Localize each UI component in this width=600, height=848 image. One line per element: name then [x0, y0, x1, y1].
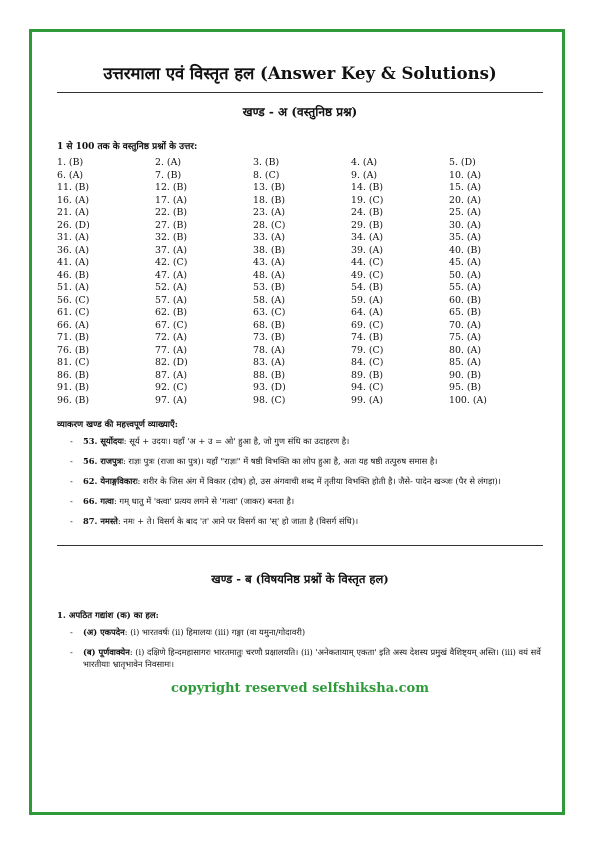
answer-item: 55. (A): [449, 282, 481, 293]
explanation-item-term: 66. गत्वा: [83, 496, 114, 506]
section-divider: [57, 545, 543, 546]
explanation-item-text: : राज्ञः पुत्रः (राजा का पुत्र)। यहाँ "राज्ञः" में षष्ठी विभक्ति का लोप हुआ है, अतः यह षष्ठी तत्पुरुष समास है।: [123, 456, 438, 466]
explanation-item-term: 62. येनाङ्गविकारः: [83, 476, 138, 486]
answer-item: 22. (B): [155, 207, 188, 218]
solution-item-term: (अ) एकपदेन: [83, 627, 125, 637]
answer-item: 64. (A): [351, 307, 383, 318]
answer-item: 24. (B): [351, 207, 384, 218]
q1-solution-list: [57, 626, 543, 670]
answer-item: 93. (D): [253, 382, 286, 393]
answer-item: 74. (B): [351, 332, 384, 343]
answer-item: 81. (C): [57, 357, 90, 368]
answer-item: 44. (C): [351, 257, 384, 268]
solution-item: [57, 646, 543, 670]
explanation-item-term: 56. राजपुत्रः: [83, 456, 123, 466]
answer-item: 37. (A): [155, 244, 187, 256]
answer-item: 87. (A): [155, 369, 187, 381]
answer-item: 36. (A): [57, 244, 89, 256]
answer-item: 46. (B): [57, 269, 90, 281]
document-content: [57, 62, 543, 698]
answer-item: 23. (A): [253, 207, 285, 218]
explanation-item-text: : नमः + ते। विसर्ग के बाद 'त' आने पर विसर्ग का 'स्' हो जाता है (विसर्ग संधि)।: [117, 516, 359, 526]
answer-item: 76. (B): [57, 344, 90, 356]
answer-item: 67. (C): [155, 319, 188, 331]
explanation-item: [57, 495, 543, 507]
copyright-notice: copyright reserved selfshiksha.com: [171, 681, 429, 696]
explanation-item-text: : सूर्य + उदयः। यहाँ 'अ + उ = ओ' हुआ है, जो गुण संधि का उदाहरण है।: [123, 436, 350, 446]
answer-item: 68. (B): [253, 319, 286, 331]
answer-item: 15. (A): [449, 182, 481, 193]
answer-item: 88. (B): [253, 369, 286, 381]
answer-item: 7. (B): [155, 169, 182, 181]
answer-item: 40. (B): [449, 244, 482, 256]
answer-item: 35. (A): [449, 232, 481, 243]
explanation-item: [57, 515, 543, 527]
answer-item: 16. (A): [57, 194, 89, 206]
explanation-item: [57, 475, 543, 487]
answer-item: 38. (B): [253, 244, 286, 256]
solution-item-term: (ब) पूर्णवाक्येन: [83, 647, 130, 657]
answer-item: 52. (A): [155, 282, 187, 293]
answer-item: 31. (A): [57, 232, 89, 243]
answer-item: 12. (B): [155, 182, 188, 193]
answer-item: 56. (C): [57, 294, 90, 306]
answer-item: 99. (A): [351, 394, 383, 406]
answer-item: 51. (A): [57, 282, 89, 293]
answer-item: 91. (B): [57, 382, 90, 393]
answer-item: 86. (B): [57, 369, 90, 381]
answer-item: 53. (B): [253, 282, 286, 293]
answer-item: 14. (B): [351, 182, 384, 193]
answer-item: 42. (C): [155, 257, 188, 268]
answer-item: 41. (A): [57, 257, 89, 268]
answer-item: 30. (A): [449, 219, 481, 231]
explanation-item-text: : शरीर के जिस अंग में विकार (दोष) हो, उस अंगवाची शब्द में तृतीया विभक्ति होती है। जैसे- पादेन खञ्जः (पैर से लंगड़ा)।: [137, 476, 501, 486]
answer-item: 77. (A): [155, 344, 187, 356]
answer-item: 97. (A): [155, 394, 187, 406]
explanations-heading: व्याकरण खण्ड की महत्त्वपूर्ण व्याख्याएँ:: [57, 420, 178, 430]
answer-item: 96. (B): [57, 394, 90, 406]
answer-item: 20. (A): [449, 194, 481, 206]
answer-item: 100. (A): [449, 394, 487, 406]
answer-item: 89. (B): [351, 369, 384, 381]
answer-item: 27. (B): [155, 219, 188, 231]
answer-item: 65. (B): [449, 307, 482, 318]
explanation-item-text: : गम् धातु में 'क्त्वा' प्रत्यय लगने से 'गत्वा' (जाकर) बनता है।: [113, 496, 295, 506]
answer-item: 48. (A): [253, 269, 285, 281]
answer-item: 2. (A): [155, 157, 182, 168]
explanations-list: [57, 435, 543, 527]
answer-item: 73. (B): [253, 332, 286, 343]
q1-heading: 1. अपठित गद्यांश (क) का हल:: [57, 611, 159, 621]
answer-item: 19. (C): [351, 194, 384, 206]
answer-item: 29. (B): [351, 219, 384, 231]
answer-item: 39. (A): [351, 244, 383, 256]
title-divider: [57, 92, 543, 93]
section-a-heading: खण्ड - अ (वस्तुनिष्ठ प्रश्न): [242, 105, 358, 119]
answer-item: 6. (A): [57, 169, 84, 181]
answer-item: 75. (A): [449, 332, 481, 343]
answer-item: 84. (C): [351, 357, 384, 368]
answer-item: 45. (A): [449, 257, 481, 268]
solution-item-text: : (i) भारतवर्षः (ii) हिमालयः (iii) गङ्गा (वा यमुना/गोदावरी): [124, 627, 306, 637]
answer-item: 94. (C): [351, 382, 384, 393]
answer-item: 54. (B): [351, 282, 384, 293]
solution-item: [57, 626, 543, 638]
answer-item: 9. (A): [351, 169, 378, 181]
answer-item: 71. (B): [57, 332, 90, 343]
answer-item: 26. (D): [57, 219, 90, 231]
answer-item: 83. (A): [253, 357, 285, 368]
answer-item: 58. (A): [253, 294, 285, 306]
answer-item: 60. (B): [449, 294, 482, 306]
answer-item: 61. (C): [57, 307, 90, 318]
answer-item: 95. (B): [449, 382, 482, 393]
page-title: उत्तरमाला एवं विस्तृत हल (Answer Key & Solutions): [103, 64, 497, 83]
section-b-heading: खण्ड - ब (विषयनिष्ठ प्रश्नों के विस्तृत हल): [211, 572, 389, 586]
answer-item: 72. (A): [155, 332, 187, 343]
answer-item: 34. (A): [351, 232, 383, 243]
answer-item: 63. (C): [253, 307, 286, 318]
explanation-item-term: 53. सूर्योदयः: [83, 436, 124, 446]
answer-item: 62. (B): [155, 307, 188, 318]
answer-item: 66. (A): [57, 319, 89, 331]
explanation-item-term: 87. नमस्ते: [83, 516, 118, 526]
answer-item: 79. (C): [351, 344, 384, 356]
answer-item: 85. (A): [449, 357, 481, 368]
answer-item: 57. (A): [155, 294, 187, 306]
answer-item: 98. (C): [253, 394, 286, 406]
answer-item: 59. (A): [351, 294, 383, 306]
answer-item: 10. (A): [449, 169, 481, 181]
answer-item: 17. (A): [155, 194, 187, 206]
answer-item: 50. (A): [449, 269, 481, 281]
answer-item: 5. (D): [449, 157, 476, 168]
answer-item: 78. (A): [253, 344, 285, 356]
answer-item: 1. (B): [57, 157, 84, 168]
answers-heading: 1 से 100 तक के वस्तुनिष्ठ प्रश्नों के उत्तर:: [57, 142, 198, 152]
explanation-item: [57, 435, 543, 447]
answer-item: 32. (B): [155, 232, 188, 243]
answer-item: 25. (A): [449, 207, 481, 218]
answer-item: 69. (C): [351, 319, 384, 331]
answer-item: 80. (A): [449, 344, 481, 356]
solution-item-text: : (i) दक्षिणे हिन्दमहासागरः भारतमातुः चरणौ प्रक्षालयति। (ii) 'अनेकतायाम् एकता' इति अस्य देशस्य प्रमुखं वैशिष्ट्यम् अस्ति। (iii) वयं सर्वे भारतीयाः भ्रातृभावेन निवसामः।: [83, 647, 541, 669]
answer-item: 28. (C): [253, 219, 286, 231]
answer-item: 43. (A): [253, 257, 285, 268]
answer-item: 3. (B): [253, 157, 280, 168]
answer-item: 13. (B): [253, 182, 286, 193]
explanation-item: [57, 455, 543, 467]
answer-item: 18. (B): [253, 194, 286, 206]
answer-item: 92. (C): [155, 382, 188, 393]
answer-item: 70. (A): [449, 319, 481, 331]
answer-item: 11. (B): [57, 182, 90, 193]
answer-item: 90. (B): [449, 369, 482, 381]
answer-item: 49. (C): [351, 269, 384, 281]
answer-item: 33. (A): [253, 232, 285, 243]
answer-item: 4. (A): [351, 157, 378, 168]
answer-item: 21. (A): [57, 207, 89, 218]
answer-item: 47. (A): [155, 269, 187, 281]
answer-item: 82. (D): [155, 357, 188, 368]
answer-item: 8. (C): [253, 169, 280, 181]
answer-key-grid: [57, 157, 543, 407]
